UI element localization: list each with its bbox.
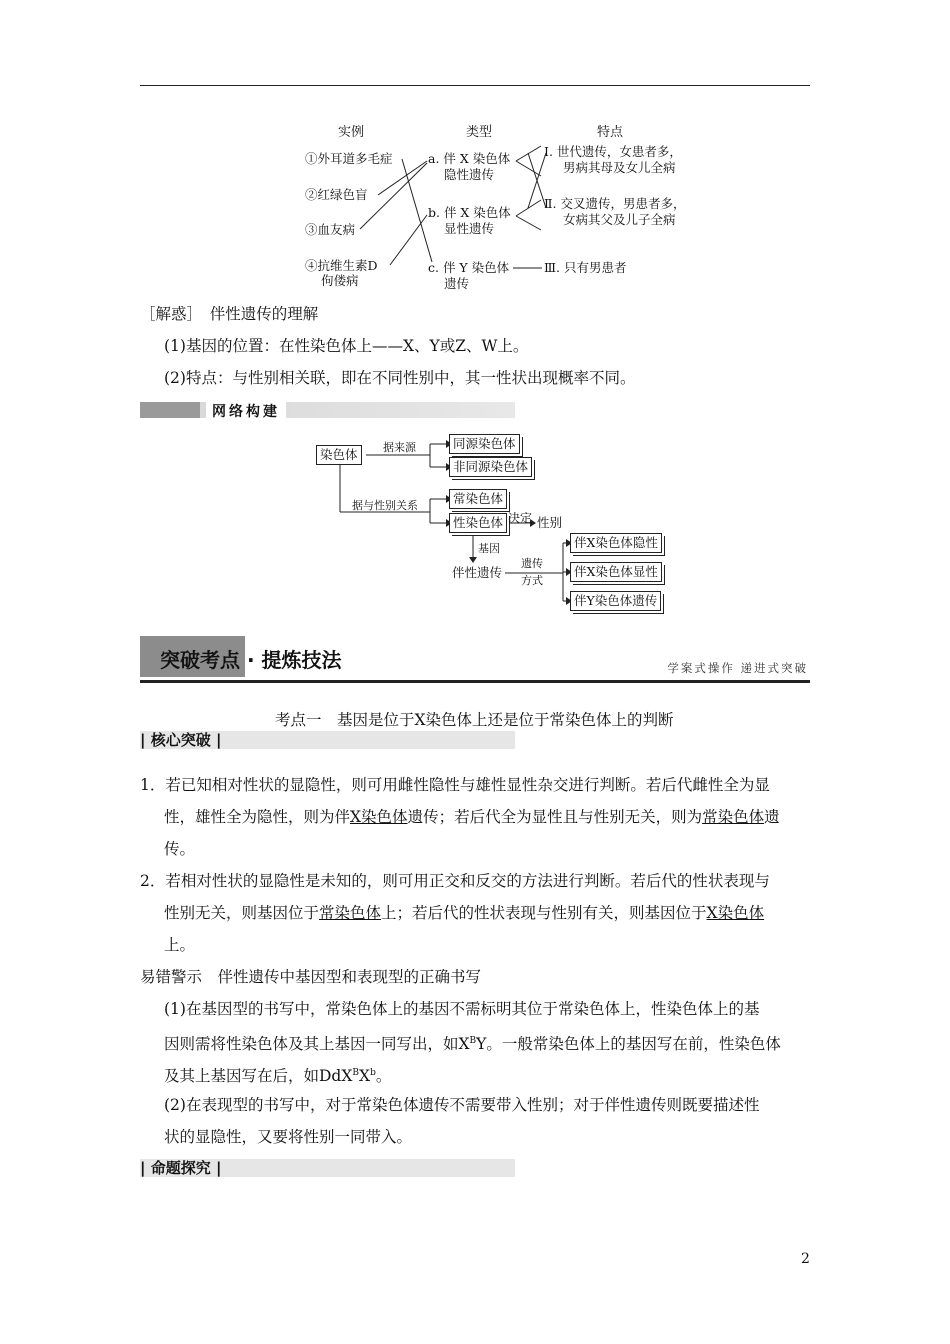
warning-p1-text-a: 因则需将性染色体及其上基因一同写出，如X — [164, 1035, 470, 1054]
item2-text-a: 性别无关，则基因位于 — [164, 904, 320, 922]
item2-line3: 上。 — [164, 936, 196, 954]
core-breakthrough-bar — [140, 731, 515, 749]
header-examples: 实例 — [338, 125, 365, 140]
question-explore-label: | 命题探究 | — [140, 1159, 222, 1177]
warning-p2-line1: (2)在表现型的书写中，对于常染色体遗传不需要带入性别；对于伴性遗传则既要描述性 — [164, 1096, 760, 1114]
node-sex-linked: 伴性遗传 — [452, 565, 503, 580]
banner-subtitle: 学案式操作 递进式突破 — [667, 661, 808, 675]
warning-p1-line1: (1)在基因型的书写中，常染色体上的基因不需标明其位于常染色体上，性染色体上的基 — [164, 1000, 760, 1018]
node-chromosome: 染色体 — [316, 445, 362, 465]
core-breakthrough-label: | 核心突破 | — [140, 731, 222, 749]
warning-title: 易错警示 伴性遗传中基因型和表现型的正确书写 — [140, 968, 482, 986]
item1-answer-1: X染色体 — [350, 808, 408, 826]
item1-line3: 传。 — [164, 840, 196, 858]
item2-answer-2: X染色体 — [706, 904, 765, 922]
example-4-cont: 佝偻病 — [321, 273, 359, 288]
jiehuo-point-1: (1)基因的位置：在性染色体上——X、Y或Z、W上。 — [164, 337, 529, 355]
warning-p2-line2: 状的显隐性，又要将性别一同带入。 — [164, 1128, 413, 1146]
node-autosome: 常染色体 — [449, 489, 507, 509]
warning-p1-line2 — [164, 1025, 781, 1060]
kaodian-title: 考点一 基因是位于X染色体上还是位于常染色体上的判断 — [275, 711, 674, 729]
feature-1-line2: 男病其母及女儿全病 — [563, 160, 676, 175]
warning-p1-sup-1: B — [352, 1068, 360, 1078]
jiehuo-title: ［解惑］ 伴性遗传的理解 — [140, 305, 319, 323]
warning-p1-sup-2: b — [370, 1068, 376, 1078]
item2-answer-1: 常染色体 — [319, 904, 382, 922]
feature-2-line2: 女病其父及儿子全病 — [563, 212, 676, 227]
node-mode-y: 伴Y染色体遗传 — [570, 591, 661, 611]
question-explore-text: 命题探究 — [150, 1159, 211, 1177]
type-b-line1: b. 伴 X 染色体 — [428, 205, 511, 220]
feature-2-line1: Ⅱ. 交叉遗传，男患者多， — [544, 196, 686, 211]
item1-answer-2: 常染色体 — [702, 808, 765, 826]
jiehuo-point-2: (2)特点：与性别相关联，即在不同性别中，其一性状出现概率不同。 — [164, 369, 636, 387]
label-decides: 决定 — [508, 511, 533, 525]
warning-p1-text-b: Y。一般常染色体上的基因写在前，性染色体 — [476, 1035, 781, 1054]
item1-text-b: 遗传；若后代全为显性且与性别无关，则为 — [407, 808, 703, 826]
type-c-line2: 遗传 — [444, 276, 470, 291]
item2-text-b: 上；若后代的性状表现与性别有关，则基因位于 — [381, 904, 707, 922]
feature-1-line1: Ⅰ. 世代遗传，女患者多， — [544, 144, 682, 159]
node-mode-x-recessive: 伴X染色体隐性 — [570, 533, 662, 553]
type-a-line1: a. 伴 X 染色体 — [428, 151, 511, 166]
type-c-line1: c. 伴 Y 染色体 — [428, 260, 510, 275]
label-by-source: 据来源 — [383, 441, 416, 454]
item1-text-c: 遗 — [764, 808, 780, 826]
banner-title: 突破考点 · 提炼技法 — [160, 648, 342, 672]
section-network-label: 网络构建 — [206, 401, 286, 421]
banner — [140, 636, 810, 683]
header-types: 类型 — [466, 125, 493, 140]
warning-p1-line3 — [164, 1057, 391, 1092]
node-non-homologous: 非同源染色体 — [449, 457, 532, 477]
warning-p1-sup: B — [469, 1036, 477, 1046]
type-a-line2: 隐性遗传 — [444, 167, 495, 182]
item1-text-a: 性，雄性全为隐性，则为伴 — [164, 808, 351, 826]
question-explore-bar — [140, 1159, 515, 1177]
node-sex: 性别 — [537, 515, 563, 530]
warning-p1-text-d: X — [359, 1067, 371, 1086]
item2-line2 — [164, 897, 764, 929]
example-4: ④抗维生素D — [305, 258, 378, 273]
feature-3: Ⅲ. 只有男患者 — [544, 260, 627, 275]
node-mode-x-dominant: 伴X染色体显性 — [570, 562, 662, 582]
label-mode-2: 方式 — [521, 574, 543, 587]
example-2: ②红绿色盲 — [305, 187, 368, 202]
example-3: ③血友病 — [305, 222, 356, 237]
label-gene: 基因 — [478, 542, 500, 555]
example-1: ①外耳道多毛症 — [305, 151, 393, 166]
type-b-line2: 显性遗传 — [444, 221, 495, 236]
page-number: 2 — [801, 1251, 810, 1267]
label-by-sex: 据与性别关系 — [352, 499, 418, 512]
item2-line1: 2．若相对性状的显隐性是未知的，则可用正交和反交的方法进行判断。若后代的性状表现与 — [140, 872, 770, 890]
node-homologous: 同源染色体 — [449, 434, 520, 454]
label-mode-1: 遗传 — [521, 557, 543, 570]
item1-line2 — [164, 801, 780, 833]
header-features: 特点 — [597, 125, 624, 140]
item1-line1: 1．若已知相对性状的显隐性，则可用雌性隐性与雄性显性杂交进行判断。若后代雌性全为显 — [140, 776, 770, 794]
core-breakthrough-text: 核心突破 — [150, 731, 211, 749]
warning-p1-text-e: 。 — [375, 1067, 392, 1086]
warning-p1-text-c: 及其上基因写在后，如DdX — [164, 1067, 353, 1086]
node-sex-chromosome: 性染色体 — [449, 513, 507, 533]
